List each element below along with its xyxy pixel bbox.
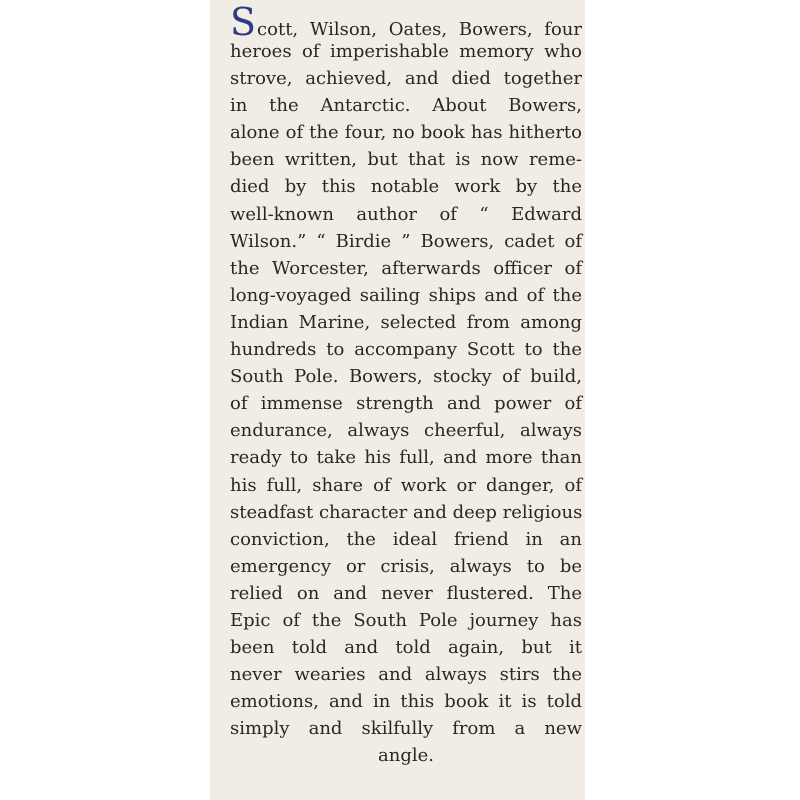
blurb-line: Epic of the South Pole journey has — [230, 609, 582, 631]
blurb-line: been written, but that is now reme- — [230, 149, 582, 171]
blurb-line-1 — [230, 0, 582, 44]
blurb-line: of immense strength and power of — [230, 393, 582, 415]
blurb-line: relied on and never flustered. The — [230, 582, 582, 604]
blurb-line: well-known author of “ Edward — [230, 203, 582, 225]
blurb-line: been told and told again, but it — [230, 637, 582, 659]
blurb-last-line: angle. — [378, 745, 434, 767]
blurb-line: endurance, always cheerful, always — [230, 420, 582, 442]
blurb-line: died by this notable work by the — [230, 176, 582, 198]
blurb-line: conviction, the ideal friend in an — [230, 528, 582, 550]
blurb-line: emotions, and in this book it is told — [230, 691, 582, 713]
blurb-line: alone of the four, no book has hitherto — [230, 122, 582, 144]
blurb-text — [230, 0, 583, 770]
blurb-line: the Worcester, afterwards officer of — [230, 257, 582, 279]
blurb-line: his full, share of work or danger, of — [230, 474, 582, 496]
blurb-line: never wearies and always stirs the — [230, 664, 582, 686]
blurb-line: hundreds to accompany Scott to the — [230, 339, 582, 361]
blurb-line: ready to take his full, and more than — [230, 447, 582, 469]
blurb-line: South Pole. Bowers, stocky of build, — [230, 366, 582, 388]
blurb-line: heroes of imperishable memory who — [230, 41, 582, 62]
blurb-line: long-voyaged sailing ships and of the — [230, 284, 582, 306]
blurb-line: emergency or crisis, always to be — [230, 555, 582, 577]
blurb-line: Wilson.” “ Birdie ” Bowers, cadet of — [230, 230, 582, 252]
blurb-line: steadfast character and deep religious — [230, 501, 583, 523]
blurb-line: in the Antarctic. About Bowers, — [230, 95, 582, 117]
blurb-line: Indian Marine, selected from among — [230, 311, 582, 333]
book-jacket-flap — [210, 0, 585, 800]
blurb-line: simply and skilfully from a new — [230, 718, 582, 740]
drop-cap: S — [230, 0, 257, 44]
blurb-line-1-text: cott, Wilson, Oates, Bowers, four — [257, 19, 582, 40]
blurb-line: strove, achieved, and died together — [230, 68, 582, 90]
